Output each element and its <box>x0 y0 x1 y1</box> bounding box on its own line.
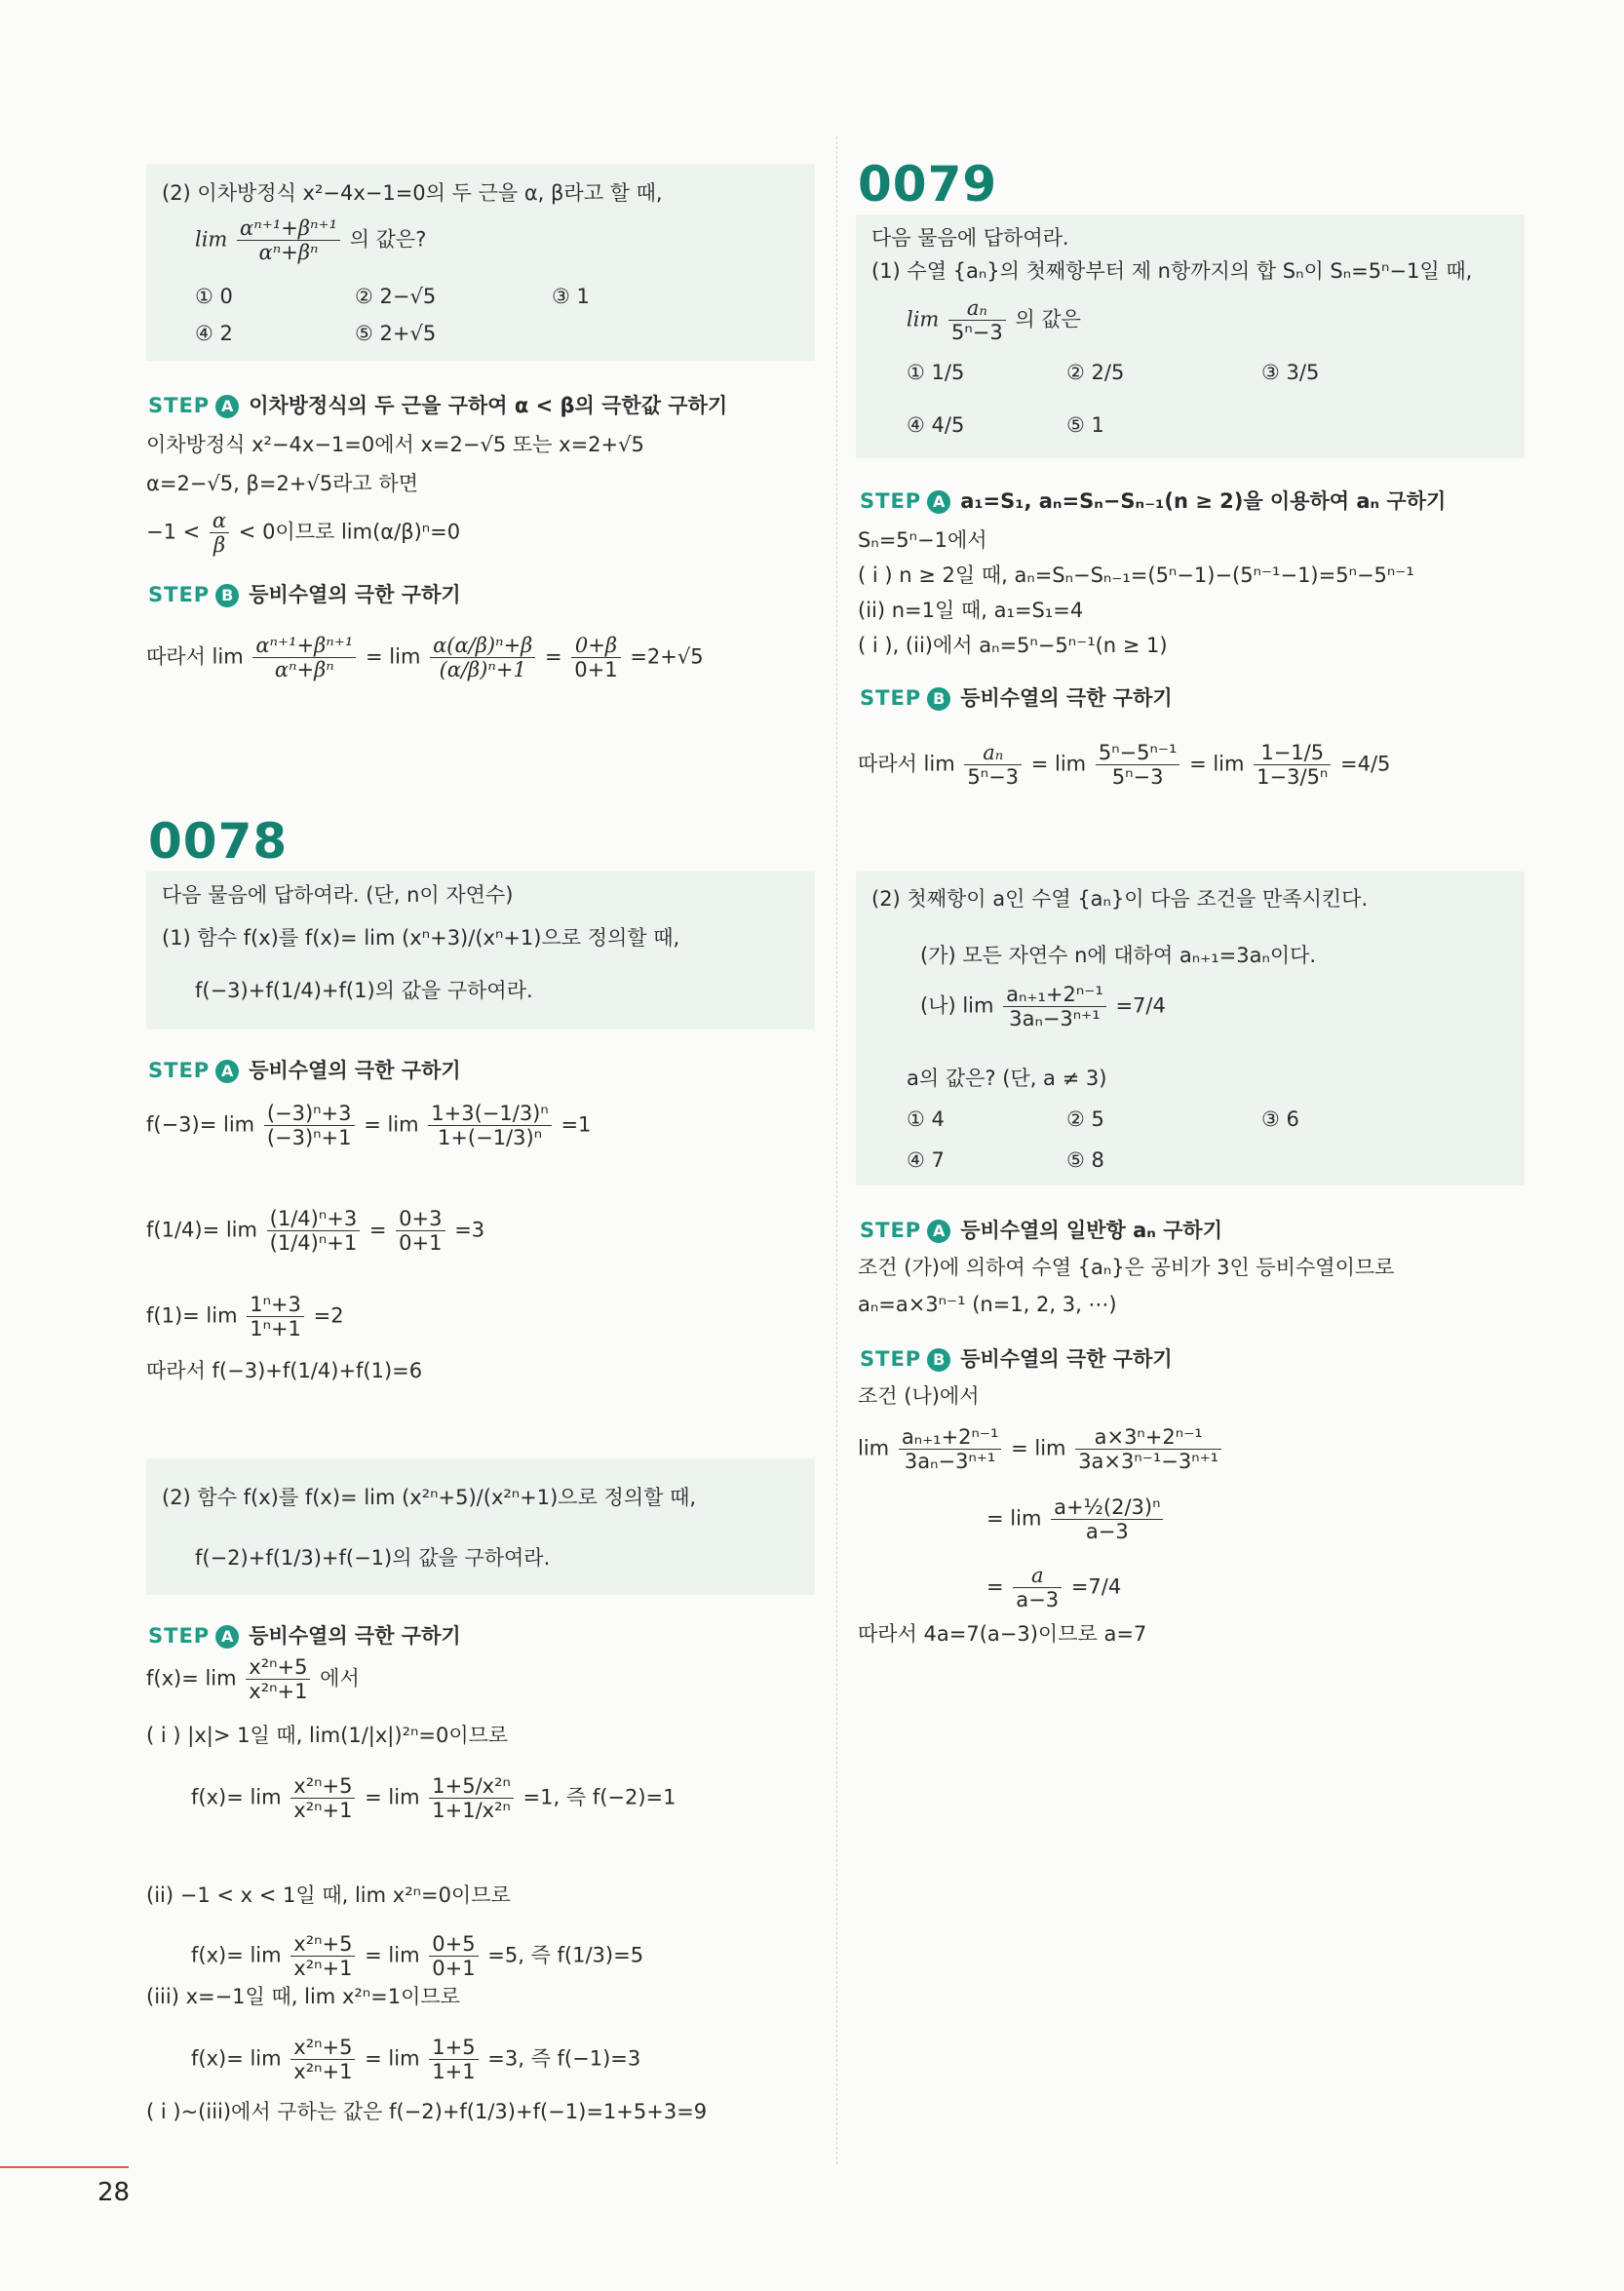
p77-stepB-eq: 따라서 lim $\frac{\text{αⁿ⁺¹+βⁿ⁺¹}}{\text{αⁿ+βⁿ}}$ = lim $\frac{\text{α(α/β)ⁿ+β}}{\text{(α/β)ⁿ+1}}$ = $\frac{0+\beta}{0+1}$ =2+√5 <box>146 634 704 682</box>
p78-s2-final: ( i )~(iii)에서 구하는 값은 f(−2)+f(1/3)+f(−1)=1+5+3=9 <box>146 2100 708 2123</box>
p77-expression: lim $\frac{\text{αⁿ⁺¹+βⁿ⁺¹}}{\text{αⁿ+βⁿ}}$ 의 값은? <box>195 216 427 265</box>
p79-s2B-eq2: = lim $\frac{\text{a+½(2/3)ⁿ}}{a-3}$ <box>986 1495 1166 1543</box>
p79-q1-expr: lim $\frac{\text{aₙ}}{\text{5ⁿ−3}}$ 의 값은 <box>907 296 1081 345</box>
p78-s1-line4: 따라서 f(−3)+f(1/4)+f(1)=6 <box>146 1359 423 1382</box>
p79-choice-3: ③ 3/5 <box>1261 361 1320 384</box>
p78-s1-line3: f(1)= lim $\frac{\text{1ⁿ+3}}{\text{1ⁿ+1}}$ =2 <box>146 1293 344 1341</box>
p79-q2-ask: a의 값은? (단, a ≠ 3) <box>907 1067 1107 1090</box>
p79-s2B-eq1: lim $\frac{\text{aₙ₊₁+2ⁿ⁻¹}}{\text{3aₙ−3ⁿ⁺¹}}$ = lim $\frac{\text{a×3ⁿ+2ⁿ⁻¹}}{\text{3a×3ⁿ⁻¹−3ⁿ⁺¹}}$ <box>858 1425 1224 1473</box>
p77-stepA-line3: −1 < $\frac{\alpha}{\beta}$ < 0이므로 lim(α/β)ⁿ=0 <box>146 509 461 558</box>
p79-cond2: (나) lim $\frac{\text{aₙ₊₁+2ⁿ⁻¹}}{\text{3aₙ−3ⁿ⁺¹}}$ =7/4 <box>920 983 1166 1031</box>
p79-q2: (2) 첫째항이 a인 수열 {aₙ}이 다음 조건을 만족시킨다. <box>871 887 1369 911</box>
column-divider <box>836 136 837 2164</box>
p79-choice2-4: ④ 7 <box>907 1148 945 1172</box>
p79-choice2-5: ⑤ 8 <box>1066 1148 1104 1172</box>
p78-q2: (2) 함수 f(x)를 f(x)= lim (x²ⁿ+5)/(x²ⁿ+1)으로 정의할 때, <box>162 1486 697 1509</box>
p78-s2-case2: (ii) −1 < x < 1일 때, lim x²ⁿ=0이므로 <box>146 1883 511 1907</box>
p79-step-a-2: STEP A 등비수열의 일반항 aₙ 구하기 <box>860 1219 1223 1242</box>
p79-s2A-line1: 조건 (가)에 의하여 수열 {aₙ}은 공비가 3인 등비수열이므로 <box>858 1256 1395 1279</box>
question-box-78-2 <box>146 1458 815 1595</box>
p79-step-a-1: STEP A a₁=S₁, aₙ=Sₙ−Sₙ₋₁(n ≥ 2)을 이용하여 aₙ 구하기 <box>860 489 1447 513</box>
p77-question: (2) 이차방정식 x²−4x−1=0의 두 근을 α, β라고 할 때, <box>162 181 663 205</box>
p79-step-b-2: STEP B 등비수열의 극한 구하기 <box>860 1347 1173 1371</box>
p77-stepA-line2: α=2−√5, β=2+√5라고 하면 <box>146 472 419 495</box>
p78-s1-line2: f(1/4)= lim $\frac{\text{(1/4)ⁿ+3}}{\text{(1/4)ⁿ+1}}$ = $\frac{0+3}{0+1}$ =3 <box>146 1207 485 1256</box>
p79-sA-line4: ( i ), (ii)에서 aₙ=5ⁿ−5ⁿ⁻¹(n ≥ 1) <box>858 634 1168 657</box>
p77-choice-3: ③ 1 <box>552 285 590 308</box>
p79-choice-2: ② 2/5 <box>1066 361 1125 384</box>
p77-step-a: STEP A 이차방정식의 두 근을 구하여 α < β의 극한값 구하기 <box>148 394 728 417</box>
problem-number-0078: 0078 <box>148 813 289 870</box>
p79-sA-line2: ( i ) n ≥ 2일 때, aₙ=Sₙ−Sₙ₋₁=(5ⁿ−1)−(5ⁿ⁻¹−1)=5ⁿ−5ⁿ⁻¹ <box>858 563 1414 587</box>
p79-choice2-3: ③ 6 <box>1261 1107 1299 1131</box>
p77-choice-1: ① 0 <box>195 285 233 308</box>
p78-s1-line1: f(−3)= lim $\frac{\text{(−3)ⁿ+3}}{\text{(−3)ⁿ+1}}$ = lim $\frac{\text{1+3(−1/3)ⁿ}}{\text{1+(−1/3)ⁿ}}$ =1 <box>146 1102 592 1150</box>
p79-choice-4: ④ 4/5 <box>907 413 965 437</box>
p78-s2-case1: ( i ) |x|> 1일 때, lim(1/|x|)²ⁿ=0이므로 <box>146 1724 509 1747</box>
p77-choice-2: ② 2−√5 <box>355 285 437 308</box>
problem-number-0079: 0079 <box>858 156 998 213</box>
p79-choice2-2: ② 5 <box>1066 1107 1104 1131</box>
p79-intro: 다음 물음에 답하여라. <box>871 226 1069 250</box>
p78-q2b: f(−2)+f(1/3)+f(−1)의 값을 구하여라. <box>195 1546 551 1570</box>
p77-step-b: STEP B 등비수열의 극한 구하기 <box>148 583 461 606</box>
p78-s2-case3: (iii) x=−1일 때, lim x²ⁿ=1이므로 <box>146 1985 460 2008</box>
page-number-rule <box>0 2166 129 2168</box>
p79-choice-1: ① 1/5 <box>907 361 965 384</box>
p79-sB-eq: 따라서 lim $\frac{\text{aₙ}}{\text{5ⁿ−3}}$ = lim $\frac{\text{5ⁿ−5ⁿ⁻¹}}{\text{5ⁿ−3}}$ = lim $\frac{1-1/5}{\text{1−3/5ⁿ}}$ =4/5 <box>858 741 1391 790</box>
p78-s2-line1: f(x)= lim $\frac{\text{x²ⁿ+5}}{\text{x²ⁿ+1}}$ 에서 <box>146 1655 360 1704</box>
p79-sA-line3: (ii) n=1일 때, a₁=S₁=4 <box>858 599 1084 622</box>
p79-choice-5: ⑤ 1 <box>1066 413 1104 437</box>
p79-choice2-1: ① 4 <box>907 1107 945 1131</box>
p79-s2A-line2: aₙ=a×3ⁿ⁻¹ (n=1, 2, 3, ⋯) <box>858 1293 1117 1316</box>
p79-s2B-final: 따라서 4a=7(a−3)이므로 a=7 <box>858 1622 1147 1646</box>
p79-sA-line1: Sₙ=5ⁿ−1에서 <box>858 528 987 552</box>
page-number: 28 <box>97 2178 131 2207</box>
p79-s2B-line1: 조건 (나)에서 <box>858 1384 980 1408</box>
p77-choice-4: ④ 2 <box>195 322 233 345</box>
p78-s2-case2-eq: f(x)= lim $\frac{\text{x²ⁿ+5}}{\text{x²ⁿ+1}}$ = lim $\frac{0+5}{0+1}$ =5, 즉 f(1/3)=5 <box>191 1932 644 1981</box>
p77-choice-5: ⑤ 2+√5 <box>355 322 437 345</box>
p77-stepA-line1: 이차방정식 x²−4x−1=0에서 x=2−√5 또는 x=2+√5 <box>146 433 644 456</box>
p79-cond1: (가) 모든 자연수 n에 대하여 aₙ₊₁=3aₙ이다. <box>920 944 1317 967</box>
p78-s2-case1-eq: f(x)= lim $\frac{\text{x²ⁿ+5}}{\text{x²ⁿ+1}}$ = lim $\frac{\text{1+5/x²ⁿ}}{\text{1+1/x²ⁿ}}$ =1, 즉 f(−2)=1 <box>191 1774 677 1823</box>
p78-step-a-2: STEP A 등비수열의 극한 구하기 <box>148 1624 461 1648</box>
p79-s2B-eq3: = $\frac{a}{a-3}$ =7/4 <box>986 1564 1122 1612</box>
p78-q1b: f(−3)+f(1/4)+f(1)의 값을 구하여라. <box>195 979 533 1002</box>
p78-intro: 다음 물음에 답하여라. (단, n이 자연수) <box>162 883 514 907</box>
p78-step-a-1: STEP A 등비수열의 극한 구하기 <box>148 1059 461 1082</box>
p79-step-b-1: STEP B 등비수열의 극한 구하기 <box>860 686 1173 710</box>
p79-q1: (1) 수열 {aₙ}의 첫째항부터 제 n항까지의 합 Sₙ이 Sₙ=5ⁿ−1일 때, <box>871 259 1473 283</box>
p78-q1: (1) 함수 f(x)를 f(x)= lim (xⁿ+3)/(xⁿ+1)으로 정의할 때, <box>162 926 680 950</box>
p78-s2-case3-eq: f(x)= lim $\frac{\text{x²ⁿ+5}}{\text{x²ⁿ+1}}$ = lim $\frac{1+5}{1+1}$ =3, 즉 f(−1)=3 <box>191 2036 641 2084</box>
